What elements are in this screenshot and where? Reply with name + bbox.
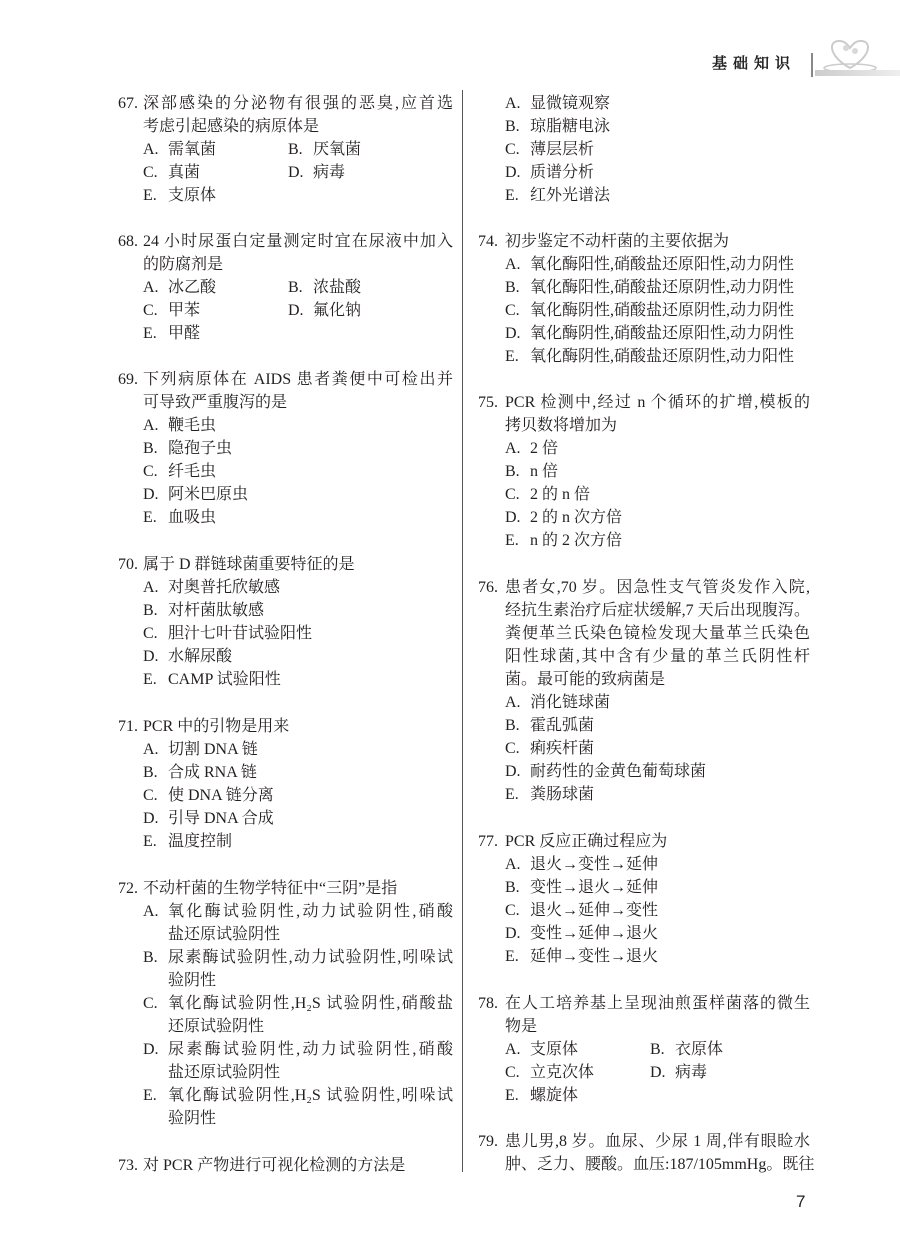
answer-option[interactable] bbox=[143, 807, 453, 830]
option-text: 验阴性 bbox=[168, 1110, 217, 1127]
option-label: A. bbox=[143, 141, 159, 158]
question bbox=[118, 715, 453, 853]
question-stem-line: 阳性球菌,其中含有少量的革兰氏阴性杆 bbox=[505, 648, 810, 665]
answer-option[interactable] bbox=[143, 483, 453, 506]
option-label: B. bbox=[288, 141, 303, 158]
question bbox=[478, 1130, 815, 1176]
option-label: C. bbox=[143, 463, 158, 480]
section-title: 基础知识 bbox=[712, 54, 797, 72]
question bbox=[478, 992, 810, 1107]
option-text: 氧化酶试验阴性,H₂S 试验阴性,吲哚试 bbox=[168, 1087, 453, 1104]
option-label: C. bbox=[505, 141, 520, 158]
question-stem-line: 经抗生素治疗后症状缓解,7 天后出现腹泻。 bbox=[505, 602, 810, 619]
answer-option[interactable] bbox=[505, 161, 810, 184]
option-label: D. bbox=[143, 810, 159, 827]
option-label: C. bbox=[505, 1064, 520, 1081]
option-label: A. bbox=[505, 856, 521, 873]
option-text: 病毒 bbox=[675, 1064, 708, 1081]
option-label: D. bbox=[143, 648, 159, 665]
option-text: 退火→变性→延伸 bbox=[530, 856, 659, 873]
answer-option[interactable] bbox=[650, 1038, 723, 1061]
answer-option[interactable] bbox=[505, 322, 810, 345]
option-label: D. bbox=[650, 1064, 666, 1081]
option-text: 氧化酶试验阴性,H₂S 试验阴性,硝酸盐 bbox=[168, 995, 453, 1012]
option-text: 2 倍 bbox=[530, 440, 559, 457]
answer-option[interactable] bbox=[505, 253, 810, 276]
answer-option[interactable] bbox=[505, 1038, 650, 1061]
option-label: A. bbox=[505, 694, 521, 711]
page-number: 7 bbox=[796, 1192, 806, 1211]
answer-option[interactable] bbox=[505, 737, 810, 760]
option-text: 血吸虫 bbox=[168, 509, 217, 526]
option-text: 浓盐酸 bbox=[313, 279, 362, 296]
option-text: 盐还原试验阴性 bbox=[168, 926, 281, 943]
answer-option[interactable] bbox=[505, 783, 810, 806]
option-label: D. bbox=[505, 325, 521, 342]
option-text: 立克次体 bbox=[530, 1064, 595, 1081]
option-text: 霍乱弧菌 bbox=[530, 717, 595, 734]
answer-option[interactable] bbox=[143, 161, 288, 184]
answer-option[interactable] bbox=[505, 714, 810, 737]
option-label: C. bbox=[505, 740, 520, 757]
option-text: 氧化酶阴性,硝酸盐还原阴性,动力阳性 bbox=[530, 348, 795, 365]
answer-option[interactable] bbox=[143, 576, 453, 599]
answer-option[interactable] bbox=[143, 184, 453, 207]
answer-option[interactable] bbox=[143, 946, 453, 992]
option-text: 氧化酶阴性,硝酸盐还原阳性,动力阴性 bbox=[530, 325, 795, 342]
answer-option[interactable] bbox=[288, 161, 345, 184]
answer-option[interactable] bbox=[505, 899, 810, 922]
option-text: 粪肠球菌 bbox=[530, 786, 595, 803]
option-text: 螺旋体 bbox=[530, 1087, 579, 1104]
option-label: A. bbox=[143, 279, 159, 296]
option-label: B. bbox=[505, 463, 520, 480]
option-label: E. bbox=[143, 1087, 157, 1104]
answer-option[interactable] bbox=[143, 506, 453, 529]
answer-option[interactable] bbox=[143, 276, 288, 299]
question-number: 67. bbox=[118, 95, 138, 112]
option-row bbox=[118, 161, 453, 184]
question-number: 68. bbox=[118, 233, 138, 250]
option-text: 氧化酶阳性,硝酸盐还原阳性,动力阴性 bbox=[530, 256, 795, 273]
question-stem-line: 可导致严重腹泻的是 bbox=[143, 394, 288, 411]
option-text: 胆汁七叶苷试验阳性 bbox=[168, 625, 313, 642]
option-text: 氟化钠 bbox=[313, 302, 362, 319]
option-text: 需氧菌 bbox=[168, 141, 217, 158]
answer-option[interactable] bbox=[505, 345, 810, 368]
option-text: 合成 RNA 链 bbox=[168, 764, 257, 781]
question-number: 73. bbox=[118, 1157, 138, 1174]
option-row bbox=[118, 299, 453, 322]
option-label: E. bbox=[143, 325, 157, 342]
option-text: 冰乙酸 bbox=[168, 279, 217, 296]
option-text: 盐还原试验阴性 bbox=[168, 1064, 281, 1081]
question-stem-line: 属于 D 群链球菌重要特征的是 bbox=[143, 556, 355, 573]
question bbox=[118, 368, 453, 529]
option-text: 显微镜观察 bbox=[530, 95, 611, 112]
option-text: 对奥普托欣敏感 bbox=[168, 579, 281, 596]
option-text: 隐孢子虫 bbox=[168, 440, 233, 457]
question-number: 77. bbox=[478, 833, 498, 850]
option-text: 厌氧菌 bbox=[313, 141, 362, 158]
option-label: C. bbox=[505, 902, 520, 919]
answer-option[interactable] bbox=[143, 138, 288, 161]
question-number: 71. bbox=[118, 718, 138, 735]
answer-option[interactable] bbox=[143, 322, 453, 345]
option-text: 延伸→变性→退火 bbox=[530, 948, 659, 965]
question bbox=[118, 92, 453, 207]
answer-option[interactable] bbox=[143, 1038, 453, 1084]
option-label: E. bbox=[505, 1087, 519, 1104]
answer-option[interactable] bbox=[143, 460, 453, 483]
answer-option[interactable] bbox=[143, 299, 288, 322]
option-label: B. bbox=[505, 118, 520, 135]
option-text: 2 的 n 次方倍 bbox=[530, 509, 623, 526]
option-label: D. bbox=[505, 925, 521, 942]
question-stem-line: 初步鉴定不动杆菌的主要依据为 bbox=[505, 233, 730, 250]
answer-option[interactable] bbox=[505, 853, 810, 876]
question bbox=[478, 230, 810, 368]
option-label: A. bbox=[505, 440, 521, 457]
answer-option[interactable] bbox=[288, 138, 361, 161]
option-label: B. bbox=[505, 279, 520, 296]
option-text: 红外光谱法 bbox=[530, 187, 611, 204]
option-label: B. bbox=[650, 1041, 665, 1058]
answer-option[interactable] bbox=[288, 276, 361, 299]
answer-option[interactable] bbox=[143, 761, 453, 784]
answer-option[interactable] bbox=[143, 900, 453, 946]
option-label: B. bbox=[143, 949, 158, 966]
option-label: E. bbox=[505, 786, 519, 803]
answer-option[interactable] bbox=[505, 115, 810, 138]
option-label: D. bbox=[143, 1041, 159, 1058]
option-text: 衣原体 bbox=[675, 1041, 724, 1058]
option-row bbox=[118, 138, 453, 161]
question-stem-line: PCR 中的引物是用来 bbox=[143, 718, 290, 735]
question-stem-line: 肿、乏力、腰酸。血压:187/105mmHg。既往 bbox=[505, 1156, 815, 1173]
option-label: E. bbox=[505, 348, 519, 365]
answer-option[interactable] bbox=[505, 460, 810, 483]
answer-option[interactable] bbox=[505, 138, 810, 161]
option-row bbox=[118, 276, 453, 299]
question-number: 78. bbox=[478, 995, 498, 1012]
option-text: 琼脂糖电泳 bbox=[530, 118, 611, 135]
question-stem-line: 在人工培养基上呈现油煎蛋样菌落的微生 bbox=[505, 995, 810, 1012]
question-number: 79. bbox=[478, 1133, 498, 1150]
answer-option[interactable] bbox=[288, 299, 361, 322]
option-text: 引导 DNA 合成 bbox=[168, 810, 274, 827]
option-text: 尿素酶试验阴性,动力试验阴性,硝酸 bbox=[168, 1041, 453, 1058]
option-label: E. bbox=[505, 948, 519, 965]
question-stem-line: 粪便革兰氏染色镜检发现大量革兰氏染色 bbox=[505, 625, 810, 642]
answer-option[interactable] bbox=[143, 992, 453, 1038]
answer-option[interactable] bbox=[143, 622, 453, 645]
question-stem-line: PCR 检测中,经过 n 个循环的扩增,模板的 bbox=[505, 394, 810, 411]
option-label: C. bbox=[143, 625, 158, 642]
answer-option[interactable] bbox=[505, 299, 810, 322]
answer-option[interactable] bbox=[143, 830, 453, 853]
option-label: C. bbox=[505, 302, 520, 319]
answer-option[interactable] bbox=[143, 414, 453, 437]
option-text: CAMP 试验阳性 bbox=[168, 671, 281, 688]
option-text: n 倍 bbox=[530, 463, 559, 480]
option-text: 甲醛 bbox=[168, 325, 201, 342]
answer-option[interactable] bbox=[505, 529, 810, 552]
option-text: 薄层层析 bbox=[530, 141, 595, 158]
option-text: 切割 DNA 链 bbox=[168, 741, 258, 758]
header-bar bbox=[815, 70, 900, 76]
answer-option[interactable] bbox=[505, 437, 810, 460]
question-stem-line: 菌。最可能的致病菌是 bbox=[505, 671, 666, 688]
option-text: n 的 2 次方倍 bbox=[530, 532, 623, 549]
answer-option[interactable] bbox=[505, 483, 810, 506]
answer-option[interactable] bbox=[143, 437, 453, 460]
option-label: C. bbox=[143, 995, 158, 1012]
option-text: 变性→退火→延伸 bbox=[530, 879, 659, 896]
option-text: 水解尿酸 bbox=[168, 648, 233, 665]
question bbox=[478, 576, 810, 806]
question bbox=[118, 877, 453, 1130]
question bbox=[478, 391, 810, 552]
heart-logo-icon bbox=[818, 38, 882, 74]
option-label: C. bbox=[143, 787, 158, 804]
option-label: E. bbox=[143, 833, 157, 850]
question-number: 75. bbox=[478, 394, 498, 411]
option-label: A. bbox=[143, 741, 159, 758]
option-label: C. bbox=[143, 164, 158, 181]
question bbox=[118, 230, 453, 345]
option-text: 甲苯 bbox=[168, 302, 201, 319]
answer-option[interactable] bbox=[505, 922, 810, 945]
answer-option[interactable] bbox=[505, 276, 810, 299]
column-divider bbox=[462, 90, 463, 1172]
option-label: D. bbox=[288, 302, 304, 319]
question bbox=[118, 553, 453, 691]
question-stem-line: 患儿男,8 岁。血尿、少尿 1 周,伴有眼睑水 bbox=[505, 1133, 810, 1150]
answer-option[interactable] bbox=[505, 1084, 810, 1107]
option-text: 纤毛虫 bbox=[168, 463, 217, 480]
option-label: D. bbox=[505, 509, 521, 526]
answer-option[interactable] bbox=[143, 668, 453, 691]
option-text: 真菌 bbox=[168, 164, 201, 181]
option-text: 使 DNA 链分离 bbox=[168, 787, 274, 804]
option-text: 退火→延伸→变性 bbox=[530, 902, 659, 919]
question-stem-line: 考虑引起感染的病原体是 bbox=[143, 118, 320, 135]
option-label: E. bbox=[143, 671, 157, 688]
question-number: 70. bbox=[118, 556, 138, 573]
question bbox=[478, 92, 810, 207]
option-label: B. bbox=[143, 764, 158, 781]
answer-option[interactable] bbox=[505, 506, 810, 529]
option-text: 支原体 bbox=[530, 1041, 579, 1058]
option-text: 阿米巴原虫 bbox=[168, 486, 249, 503]
option-label: C. bbox=[505, 486, 520, 503]
option-text: 验阴性 bbox=[168, 972, 217, 989]
option-label: C. bbox=[143, 302, 158, 319]
question-stem-line: 的防腐剂是 bbox=[143, 256, 224, 273]
option-text: 质谱分析 bbox=[530, 164, 595, 181]
option-text: 2 的 n 倍 bbox=[530, 486, 591, 503]
option-label: E. bbox=[505, 532, 519, 549]
answer-option[interactable] bbox=[650, 1061, 707, 1084]
option-text: 鞭毛虫 bbox=[168, 417, 217, 434]
option-label: D. bbox=[505, 164, 521, 181]
question-stem-line: 患者女,70 岁。因急性支气管炎发作入院, bbox=[505, 579, 810, 596]
question-number: 74. bbox=[478, 233, 498, 250]
answer-option[interactable] bbox=[505, 876, 810, 899]
option-label: D. bbox=[288, 164, 304, 181]
question-stem-line: 不动杆菌的生物学特征中“三阴”是指 bbox=[143, 880, 398, 897]
answer-option[interactable] bbox=[505, 945, 810, 968]
answer-option[interactable] bbox=[143, 738, 453, 761]
option-text: 耐药性的金黄色葡萄球菌 bbox=[530, 763, 707, 780]
option-label: A. bbox=[505, 1041, 521, 1058]
option-text: 还原试验阴性 bbox=[168, 1018, 265, 1035]
option-label: B. bbox=[288, 279, 303, 296]
option-label: B. bbox=[505, 717, 520, 734]
question-stem-line: 下列病原体在 AIDS 患者粪便中可检出并 bbox=[143, 371, 453, 388]
option-row bbox=[478, 1061, 810, 1084]
answer-option[interactable] bbox=[143, 645, 453, 668]
answer-option[interactable] bbox=[143, 599, 453, 622]
option-text: 痢疾杆菌 bbox=[530, 740, 595, 757]
option-text: 消化链球菌 bbox=[530, 694, 611, 711]
answer-option[interactable] bbox=[505, 184, 810, 207]
option-label: E. bbox=[505, 187, 519, 204]
option-label: B. bbox=[505, 879, 520, 896]
option-text: 对杆菌肽敏感 bbox=[168, 602, 265, 619]
question bbox=[478, 830, 810, 968]
answer-option[interactable] bbox=[143, 784, 453, 807]
header-divider bbox=[811, 53, 813, 77]
option-text: 尿素酶试验阴性,动力试验阴性,吲哚试 bbox=[168, 949, 453, 966]
option-text: 病毒 bbox=[313, 164, 346, 181]
question-stem-line: PCR 反应正确过程应为 bbox=[505, 833, 668, 850]
option-label: E. bbox=[143, 187, 157, 204]
option-label: D. bbox=[143, 486, 159, 503]
answer-option[interactable] bbox=[143, 1084, 453, 1130]
option-text: 氧化酶阴性,硝酸盐还原阴性,动力阴性 bbox=[530, 302, 795, 319]
question-number: 72. bbox=[118, 880, 138, 897]
answer-option[interactable] bbox=[505, 760, 810, 783]
option-label: B. bbox=[143, 602, 158, 619]
option-label: E. bbox=[143, 509, 157, 526]
option-label: A. bbox=[143, 903, 159, 920]
question-stem-line: 物是 bbox=[505, 1018, 538, 1035]
option-text: 温度控制 bbox=[168, 833, 233, 850]
option-text: 支原体 bbox=[168, 187, 217, 204]
option-label: B. bbox=[143, 440, 158, 457]
answer-option[interactable] bbox=[505, 92, 810, 115]
option-label: D. bbox=[505, 763, 521, 780]
answer-option[interactable] bbox=[505, 1061, 650, 1084]
question-number: 76. bbox=[478, 579, 498, 596]
option-label: A. bbox=[143, 579, 159, 596]
option-label: A. bbox=[505, 256, 521, 273]
option-text: 变性→延伸→退火 bbox=[530, 925, 659, 942]
option-row bbox=[478, 1038, 810, 1061]
answer-option[interactable] bbox=[505, 691, 810, 714]
option-text: 氧化酶阳性,硝酸盐还原阴性,动力阴性 bbox=[530, 279, 795, 296]
option-label: A. bbox=[505, 95, 521, 112]
question bbox=[118, 1154, 453, 1177]
question-stem-line: 对 PCR 产物进行可视化检测的方法是 bbox=[143, 1157, 406, 1174]
option-text: 氧化酶试验阴性,动力试验阴性,硝酸 bbox=[168, 903, 453, 920]
question-stem-line: 拷贝数将增加为 bbox=[505, 417, 618, 434]
question-stem-line: 深部感染的分泌物有很强的恶臭,应首选 bbox=[143, 95, 453, 112]
question-number: 69. bbox=[118, 371, 138, 388]
question-stem-line: 24 小时尿蛋白定量测定时宜在尿液中加入 bbox=[143, 233, 453, 250]
option-label: A. bbox=[143, 417, 159, 434]
